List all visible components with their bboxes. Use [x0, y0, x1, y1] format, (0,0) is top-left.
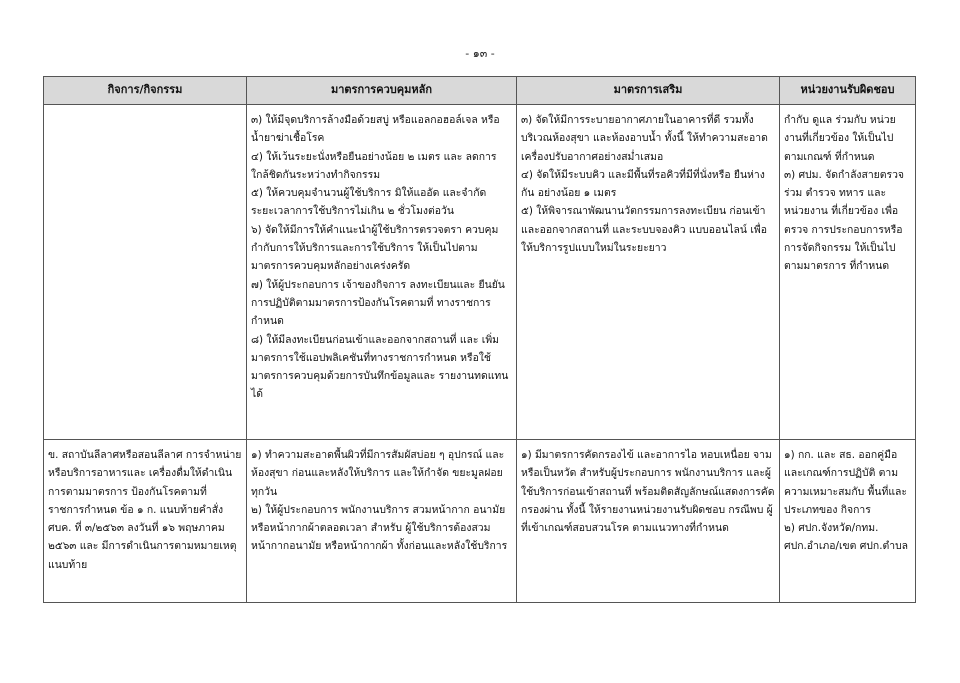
- main-measures-cell: [247, 105, 517, 440]
- page-number: - ๑๓ -: [465, 47, 495, 60]
- responsible-units-cell: [780, 105, 916, 440]
- supplementary-measure-item: ๑) มีมาตรการคัดกรองไข้ และอาการไอ หอบเหนื่อย จาม หรือเป็นหวัด สำหรับผู้ประกอบการ พนักงานบริการ และผู้ใช้บริการก่อนเข้าสถานที่ พร้อมติดสัญลักษณ์แสดงการคัดกรองผ่าน ทั้งนี้ ให้รายงานหน่วยงานรับผิดชอบ กรณีพบ ผู้ที่เข้าเกณฑ์สอบสวนโรค ตามแนวทางที่กำหนด: [521, 449, 775, 535]
- measures-table: [43, 76, 916, 603]
- main-measure-item: ๕) ให้ควบคุมจำนวนผู้ใช้บริการ มิให้แออัด และจำกัด ระยะเวลาการใช้บริการไม่เกิน ๒ ชั่วโมงต่อวัน: [251, 187, 487, 218]
- table-row: [44, 440, 916, 603]
- responsible-unit-item: ๒) ศปก.จังหวัด/กทม. ศปก.อำเภอ/เขต ศปก.ตำบล: [784, 522, 909, 553]
- supplementary-measures-cell: [517, 440, 780, 603]
- main-measures-cell: [247, 440, 517, 603]
- main-measure-item: ๖) จัดให้มีการให้คำแนะนำผู้ใช้บริการตรวจตรา ควบคุม กำกับการให้บริการและการใช้บริการ ให้เป็นไปตามมาตรการควบคุมหลักอย่างเคร่งครัด: [251, 223, 499, 273]
- responsible-units-cell: [780, 440, 916, 603]
- responsible-unit-item: ๑) กก. และ สธ. ออกคู่มือ และเกณฑ์การปฏิบัติ ตามความเหมาะสมกับ พื้นที่และประเภทของ กิจการ: [784, 449, 907, 516]
- main-measure-item: ๔) ให้เว้นระยะนั่งหรือยืนอย่างน้อย ๒ เมตร และ ลดการใกล้ชิดกันระหว่างทำกิจกรรม: [251, 150, 497, 181]
- supplementary-measures-cell: [517, 105, 780, 440]
- header-supplementary-measures: มาตรการเสริม: [517, 77, 780, 105]
- supplementary-measure-item: ๓) จัดให้มีการระบายอากาศภายในอาคารที่ดี รวมทั้งบริเวณห้องสุขา และห้องอาบน้ำ ทั้งนี้ ให้ทำความสะอาดเครื่องปรับอากาศอย่างสม่ำเสมอ: [521, 114, 768, 163]
- responsible-unit-item: กำกับ ดูแล ร่วมกับ หน่วยงานที่เกี่ยวข้อง ให้เป็นไปตามเกณฑ์ ที่กำหนด: [784, 114, 896, 163]
- main-measure-item: ๑) ทำความสะอาดพื้นผิวที่มีการสัมผัสบ่อย ๆ อุปกรณ์ และห้องสุขา ก่อนและหลังให้บริการ และให้กำจัด ขยะมูลฝอยทุกวัน: [251, 449, 505, 498]
- main-measure-item: ๓) ให้มีจุดบริการล้างมือด้วยสบู่ หรือแอลกอฮอล์เจล หรือน้ำยาฆ่าเชื้อโรค: [251, 114, 500, 145]
- responsible-unit-item: ๓) ศปม. จัดกำลังสายตรวจร่วม ตำรวจ ทหาร และหน่วยงาน ที่เกี่ยวข้อง เพื่อตรวจ การประกอบการหรือ การจัดกิจกรรม ให้เป็นไปตามมาตรการ ที่กำหนด: [784, 168, 905, 273]
- activity-cell: [44, 105, 247, 440]
- activity-cell: [44, 440, 247, 603]
- activity-text: ข. สถาบันลีลาศหรือสอนลีลาศ การจำหน่ายหรือบริการอาหารและ เครื่องดื่มให้ดำเนินการตามมาตรการ ป้องกันโรคตามที่ราชการกำหนด ข้อ ๑ ก. แนบท้ายคำสั่ง ศบค. ที่ ๓/๒๕๖๓ ลงวันที่ ๑๖ พฤษภาคม ๒๕๖๓ และ มีการดำเนินการตามหมายเหตุแนบท้าย: [48, 449, 242, 571]
- supplementary-measure-item: ๔) จัดให้มีระบบคิว และมีพื้นที่รอคิวที่มีที่นั่งหรือ ยืนห่างกัน อย่างน้อย ๑ เมตร: [521, 168, 765, 200]
- main-measure-item: ๒) ให้ผู้ประกอบการ พนักงานบริการ สวมหน้ากาก อนามัย หรือหน้ากากผ้าตลอดเวลา สำหรับ ผู้ใช้บริการต้องสวมหน้ากากอนามัย หรือหน้ากากผ้า ทั้งก่อนและหลังใช้บริการ: [251, 503, 508, 553]
- table-row: [44, 105, 916, 440]
- main-measure-item: ๗) ให้ผู้ประกอบการ เจ้าของกิจการ ลงทะเบียนและ ยืนยันการปฏิบัติตามมาตรการป้องกันโรคตามที่ ทางราชการกำหนด: [251, 278, 505, 328]
- main-measure-item: ๘) ให้มีลงทะเบียนก่อนเข้าและออกจากสถานที่ และ เพิ่มมาตรการใช้แอปพลิเคชันที่ทางราชการกำหนด หรือใช้มาตรการควบคุมด้วยการบันทึกข้อมูลและ รายงานทดแทนได้: [251, 333, 509, 401]
- header-main-measures: มาตรการควบคุมหลัก: [247, 77, 517, 105]
- table-header-row: [44, 77, 916, 105]
- header-responsible-units: หน่วยงานรับผิดชอบ: [780, 77, 916, 105]
- header-activity: กิจการ/กิจกรรม: [44, 77, 247, 105]
- supplementary-measure-item: ๕) ให้พิจารณาพัฒนานวัตกรรมการลงทะเบียน ก่อนเข้าและออกจากสถานที่ และระบบจองคิว แบบออนไลน์ เพื่อให้บริการรูปแบบใหม่ในระยะยาว: [521, 205, 767, 255]
